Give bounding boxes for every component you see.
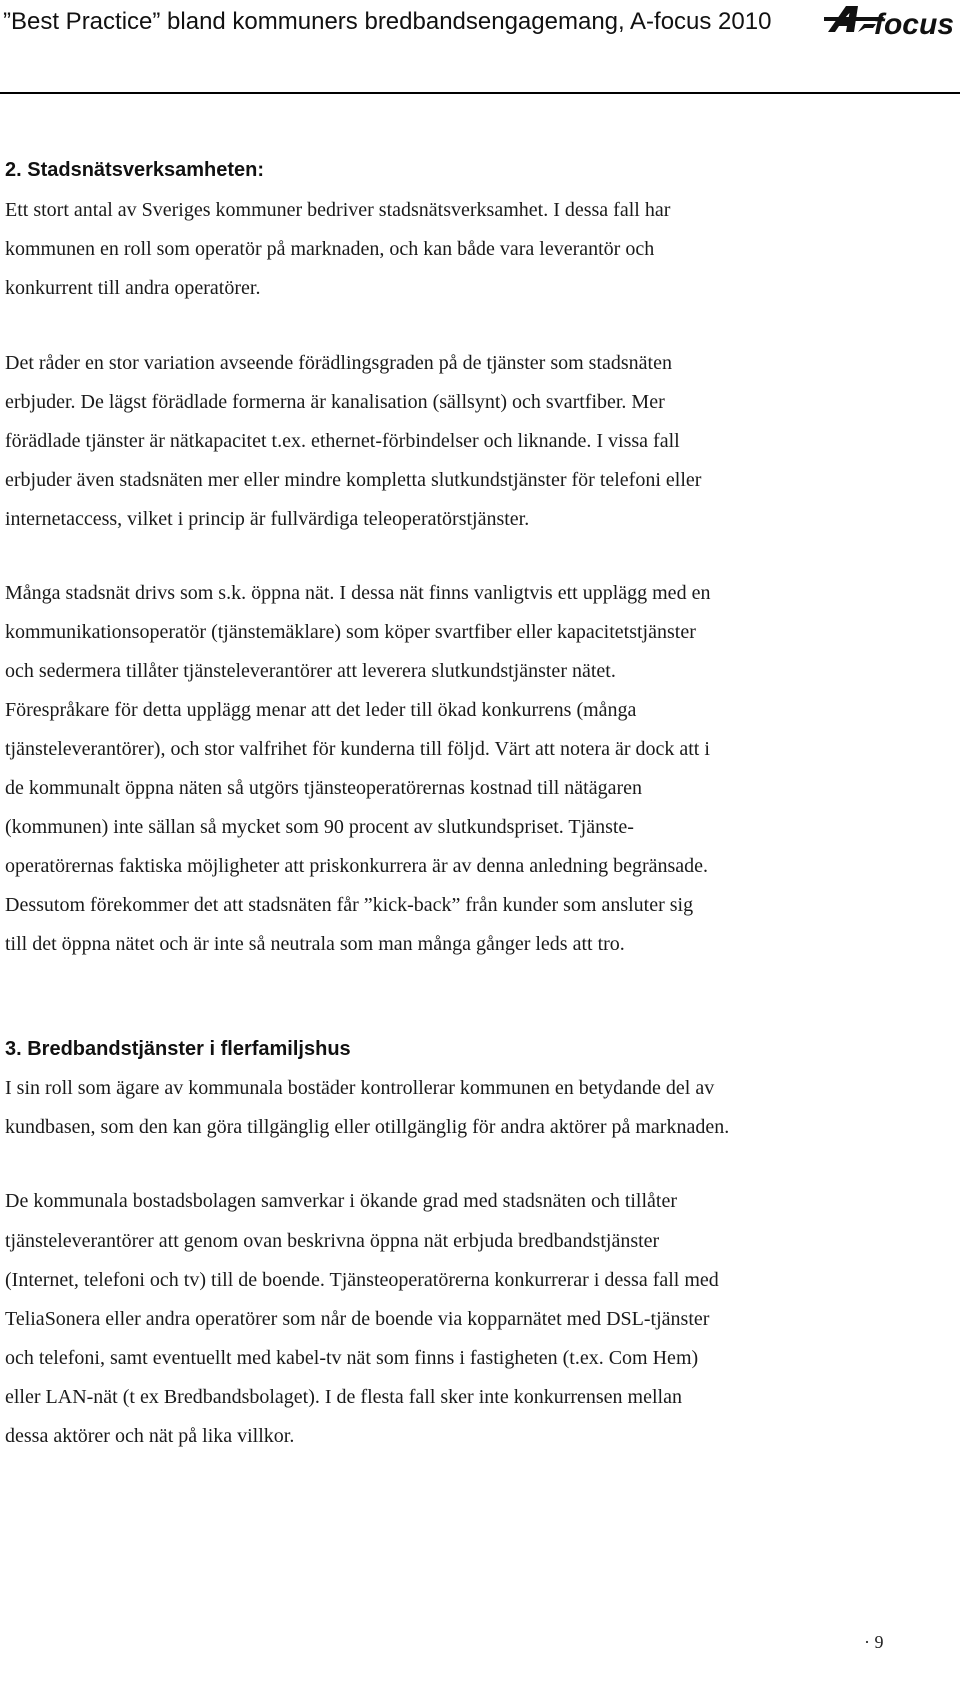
text-line: Det råder en stor variation avseende förädlingsgraden på de tjänster som stadsnäten [5,352,672,374]
text-line: kommunikationsoperatör (tjänstemäklare) som köper svartfiber eller kapacitetstjänster [5,621,696,643]
text-line: kommunen en roll som operatör på marknaden, och kan både vara leverantör och [5,238,655,260]
text-line: kundbasen, som den kan göra tillgänglig eller otillgänglig för andra aktörer på marknaden. [5,1116,730,1138]
text-line: Förespråkare för detta upplägg menar att det leder till ökad konkurrens (många [5,699,637,721]
section-heading: 2. Stadsnätsverksamheten: [5,159,265,181]
page-header [0,0,960,52]
text-line: dessa aktörer och nät på lika villkor. [5,1425,295,1447]
text-line: och sedermera tillåter tjänsteleverantörer att leverera slutkundstjänster nätet. [5,660,616,682]
text-line: erbjuder. De lägst förädlade formerna är kanalisation (sällsynt) och svartfiber. Mer [5,391,665,413]
text-line: internetaccess, vilket i princip är fullvärdiga teleoperatörstjänster. [5,508,530,530]
section-heading: 3. Bredbandstjänster i flerfamiljshus [5,1038,351,1060]
header-rule [0,92,960,94]
text-line: förädlade tjänster är nätkapacitet t.ex. ethernet-förbindelser och liknande. I vissa fall [5,430,680,452]
text-line: TeliaSonera eller andra operatörer som når de boende via kopparnätet med DSL-tjänster [5,1308,710,1330]
svg-text:-focus: -focus [864,8,954,41]
text-line: Dessutom förekommer det att stadsnäten får ”kick-back” från kunder som ansluter sig [5,894,694,916]
text-line: (Internet, telefoni och tv) till de boende. Tjänsteoperatörerna konkurrerar i dessa fall med [5,1269,719,1291]
text-line: tjänsteleverantörer att genom ovan beskrivna öppna nät erbjuda bredbandstjänster [5,1230,660,1252]
a-focus-logo [824,2,960,46]
page-number: · 9 [864,1632,884,1652]
text-line: eller LAN-nät (t ex Bredbandsbolaget). I de flesta fall sker inte konkurrensen mellan [5,1386,682,1408]
text-line: erbjuder även stadsnäten mer eller mindre kompletta slutkundstjänster för telefoni eller [5,469,702,491]
header-title: ”Best Practice” bland kommuners bredbandsengagemang, A-focus 2010 [3,8,772,35]
text-line: de kommunalt öppna näten så utgörs tjänsteoperatörernas kostnad till nätägaren [5,777,643,799]
text-line: konkurrent till andra operatörer. [5,277,261,299]
text-line: De kommunala bostadsbolagen samverkar i ökande grad med stadsnäten och tillåter [5,1190,678,1212]
text-line: tjänsteleverantörer), och stor valfrihet för kunderna till följd. Värt att notera är dock att i [5,738,710,760]
text-line: (kommunen) inte sällan så mycket som 90 procent av slutkundspriset. Tjänste- [5,816,634,838]
text-line: operatörernas faktiska möjligheter att priskonkurrera är av denna anledning begränsade. [5,855,709,877]
text-line: och telefoni, samt eventuellt med kabel-tv nät som finns i fastigheten (t.ex. Com Hem) [5,1347,699,1369]
text-line: Ett stort antal av Sveriges kommuner bedriver stadsnätsverksamhet. I dessa fall har [5,199,671,221]
text-line: Många stadsnät drivs som s.k. öppna nät. I dessa nät finns vanligtvis ett upplägg med en [5,582,711,604]
text-line: till det öppna nätet och är inte så neutrala som man många gånger leds att tro. [5,933,625,955]
text-line: I sin roll som ägare av kommunala bostäder kontrollerar kommunen en betydande del av [5,1077,715,1099]
